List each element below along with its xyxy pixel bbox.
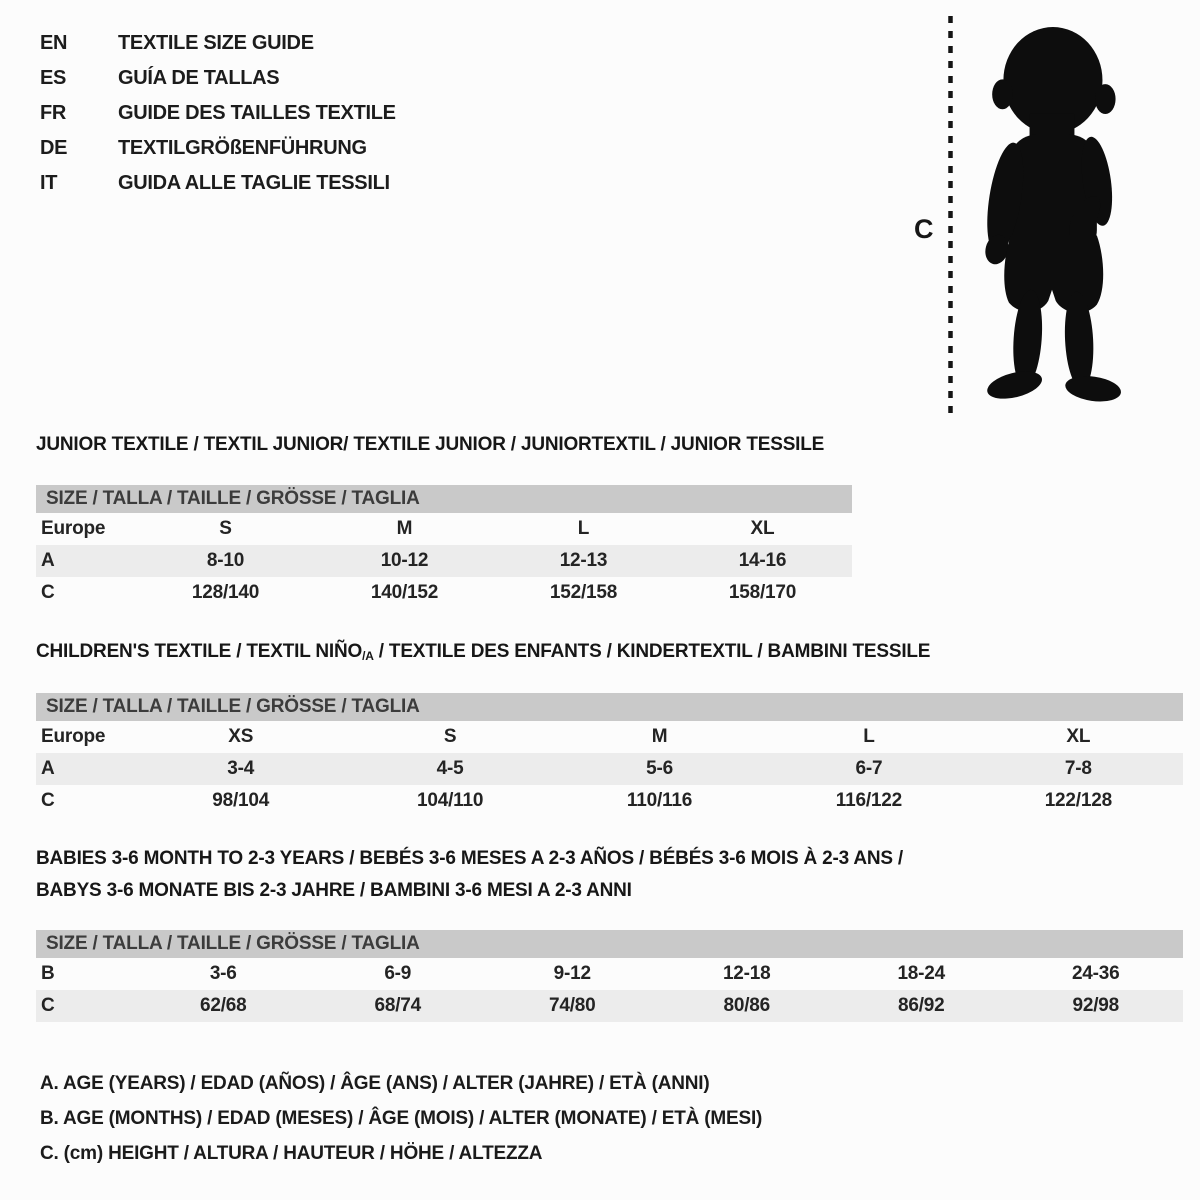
table-row [36, 753, 1183, 785]
guide-title: GUIDA ALLE TAGLIE TESSILI [118, 172, 390, 194]
cell: 122/128 [1044, 790, 1112, 811]
cell: M [651, 726, 668, 747]
children-size-table [36, 693, 1183, 817]
babies-size-table [36, 930, 1183, 1022]
language-row [40, 96, 396, 131]
cell: 14-16 [738, 550, 787, 571]
cell: 62/68 [199, 995, 247, 1016]
row-label: Europe [41, 518, 106, 539]
table-row [36, 513, 852, 545]
babies-section-title [36, 843, 1183, 907]
language-row [40, 26, 396, 61]
toddler-silhouette-icon [966, 12, 1138, 416]
row-label: B [41, 963, 55, 984]
cell: 104/110 [416, 790, 484, 811]
cell: 98/104 [212, 790, 270, 811]
babies-title-line1: BABIES 3-6 MONTH TO 2-3 YEARS / BEBÉS 3-6 MESES A 2-3 AÑOS / BÉBÉS 3-6 MOIS À 2-3 ANS / [36, 848, 904, 869]
guide-title: GUÍA DE TALLAS [118, 67, 280, 89]
legend-line-a: A. AGE (YEARS) / EDAD (AÑOS) / ÂGE (ANS) / ALTER (JAHRE) / ETÀ (ANNI) [40, 1073, 710, 1094]
cell: 4-5 [436, 758, 464, 779]
cell: 7-8 [1064, 758, 1092, 779]
measurement-legend [40, 1066, 762, 1171]
cell: 18-24 [897, 963, 946, 984]
cell: 110/116 [626, 790, 693, 811]
table-row [36, 545, 852, 577]
row-label: C [41, 790, 55, 811]
legend-line-b: B. AGE (MONTHS) / EDAD (MESES) / ÂGE (MOIS) / ALTER (MONATE) / ETÀ (MESI) [40, 1108, 763, 1129]
language-code: FR [40, 102, 67, 124]
cell: 5-6 [646, 758, 673, 779]
table-row [36, 990, 1183, 1022]
cell: 9-12 [553, 963, 591, 984]
row-label: A [41, 758, 55, 779]
cell: 116/122 [835, 790, 903, 811]
row-label: A [41, 550, 55, 571]
children-title-suffix: /A [362, 649, 374, 663]
cell: S [219, 518, 232, 539]
size-header-band: SIZE / TALLA / TAILLE / GRÖSSE / TAGLIA [36, 930, 1183, 958]
guide-title: TEXTILGRÖßENFÜHRUNG [118, 137, 367, 159]
junior-size-table [36, 485, 852, 609]
cell: 128/140 [191, 582, 260, 603]
size-header-band: SIZE / TALLA / TAILLE / GRÖSSE / TAGLIA [36, 485, 852, 513]
cell: XS [228, 726, 254, 747]
children-title-main: CHILDREN'S TEXTILE / TEXTIL NIÑO [36, 641, 363, 662]
cell: 80/86 [723, 995, 771, 1016]
size-header-band: SIZE / TALLA / TAILLE / GRÖSSE / TAGLIA [36, 693, 1183, 721]
cell: 74/80 [548, 995, 596, 1016]
cell: 68/74 [374, 995, 422, 1016]
language-row [40, 166, 396, 201]
cell: 152/158 [549, 582, 618, 603]
height-measure-label: C [914, 214, 934, 244]
legend-line-c: C. (cm) HEIGHT / ALTURA / HAUTEUR / HÖHE / ALTEZZA [40, 1143, 543, 1164]
language-title-block [40, 26, 396, 201]
children-title-rest: / TEXTILE DES ENFANTS / KINDERTEXTIL / BAMBINI TESSILE [373, 641, 931, 662]
junior-textile-section [36, 434, 852, 609]
cell: 6-9 [384, 963, 412, 984]
cell: 8-10 [206, 550, 245, 571]
cell: 92/98 [1072, 995, 1120, 1016]
height-measure-line [946, 16, 955, 418]
babies-title-line2: BABYS 3-6 MONATE BIS 2-3 JAHRE / BAMBINI 3-6 MESI A 2-3 ANNI [36, 880, 632, 901]
junior-section-title: JUNIOR TEXTILE / TEXTIL JUNIOR/ TEXTILE JUNIOR / JUNIORTEXTIL / JUNIOR TESSILE [36, 434, 825, 455]
row-label: C [41, 582, 55, 603]
guide-title: GUIDE DES TAILLES TEXTILE [118, 102, 396, 124]
table-row [36, 785, 1183, 817]
babies-textile-section [36, 843, 1183, 1022]
cell: 3-6 [209, 963, 237, 984]
cell: L [863, 726, 875, 747]
guide-title: TEXTILE SIZE GUIDE [118, 32, 314, 54]
language-row [40, 61, 396, 96]
table-row [36, 577, 852, 609]
cell: L [577, 518, 590, 539]
cell: 12-13 [559, 550, 608, 571]
cell: 10-12 [380, 550, 429, 571]
children-textile-section [36, 641, 1183, 817]
table-row [36, 958, 1183, 990]
cell: XL [1066, 726, 1091, 747]
language-code: ES [40, 67, 67, 89]
table-row [36, 721, 1183, 753]
cell: 140/152 [370, 582, 439, 603]
row-label: C [41, 995, 55, 1016]
cell: 12-18 [722, 963, 771, 984]
cell: XL [750, 518, 775, 539]
language-code: EN [40, 32, 68, 54]
cell: 86/92 [897, 995, 945, 1016]
cell: 158/170 [728, 582, 797, 603]
cell: 6-7 [855, 758, 883, 779]
language-code: DE [40, 137, 68, 159]
cell: M [396, 518, 413, 539]
children-section-title [36, 641, 1183, 667]
cell: S [443, 726, 457, 747]
cell: 3-4 [227, 758, 255, 779]
cell: 24-36 [1071, 963, 1120, 984]
language-row [40, 131, 396, 166]
row-label: Europe [41, 726, 106, 747]
language-code: IT [40, 172, 58, 194]
